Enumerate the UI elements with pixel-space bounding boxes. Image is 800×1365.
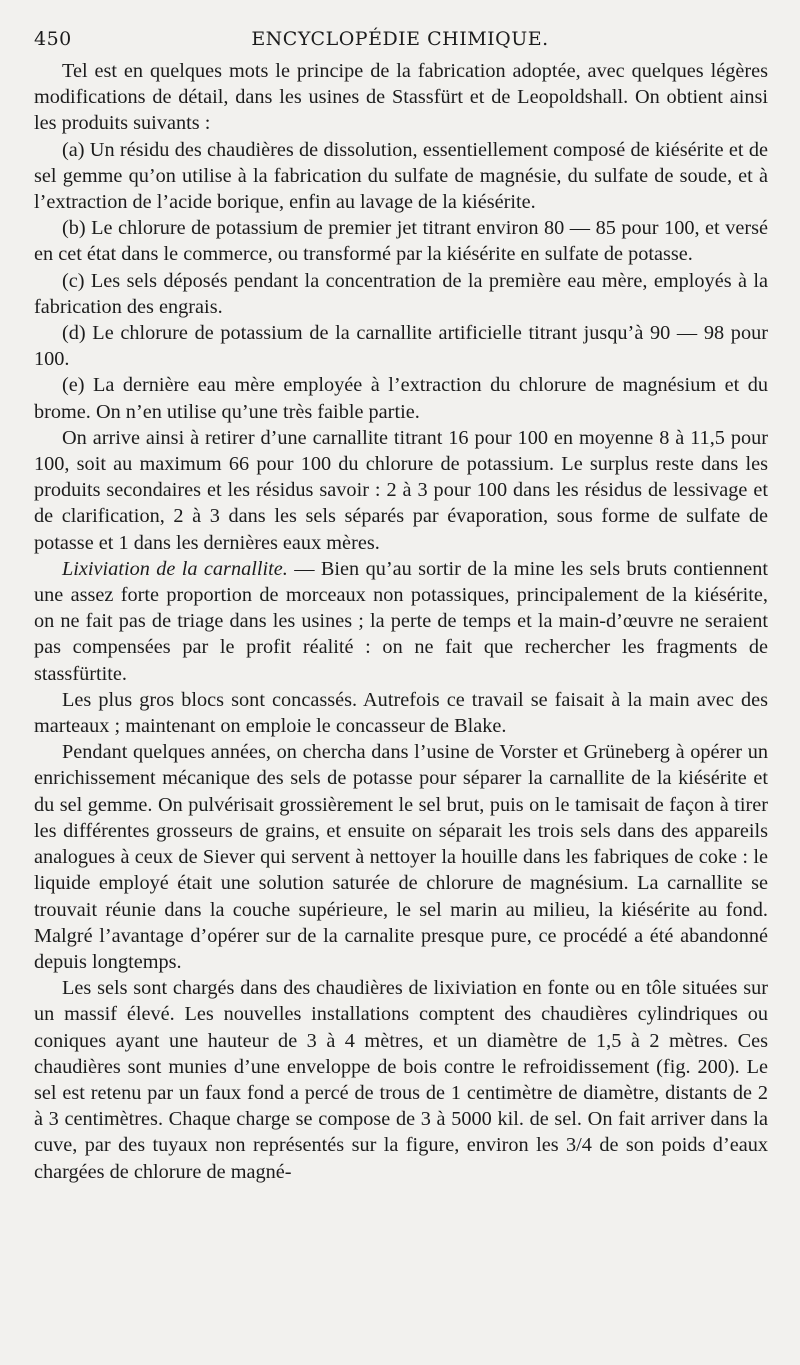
body-text [34, 58, 768, 1185]
paragraph-crushing: Les plus gros blocs sont concassés. Autrefois ce travail se faisait à la main avec des marteaux ; maintenant on emploie le concasseur de Blake. [34, 688, 768, 738]
paragraph-item-e: (e) La dernière eau mère employée à l’extraction du chlorure de magnésium et du brome. On n’en utilise qu’une très faible partie. [34, 374, 768, 423]
paragraph-enrichment: Pendant quelques années, on chercha dans l’usine de Vorster et Grüneberg à opérer un enrichissement mécanique des sels de potasse pour séparer la carnallite de la kiésérite et du sel gemme. On pulvérisait grossièrement le sel brut, puis on le tamisait de façon à tirer les différentes grosseurs de grains, et ensuite on séparait les trois sels dans des appareils analogues à ceux de Siever qui servent à nettoyer la houille dans les fabriques de coke : le liquide employé était une solution saturée de chlorure de magnésium. La carnallite se trouvait réunie dans la couche supérieure, le sel marin au milieu, la kiésérite au fond. Malgré l’avantage d’opérer sur de la carnalite presque pure, ce procédé a été abandonné depuis longtemps. [34, 741, 768, 973]
running-header [34, 26, 766, 54]
paragraph-item-c: (c) Les sels déposés pendant la concentration de la première eau mère, employés à la fabrication des engrais. [34, 269, 768, 318]
paragraph-item-d: (d) Le chlorure de potassium de la carnallite artificielle titrant jusqu’à 90 — 98 pour 100. [34, 322, 768, 371]
paragraph-item-a: (a) Un résidu des chaudières de dissolution, essentiellement composé de kiésérite et de sel gemme qu’on utilise à la fabrication du sulfate de magnésie, du sulfate de soude, et à l’extraction de l’acide borique, enfin au lavage de la kiésérite. [34, 138, 768, 214]
paragraph-item-b: (b) Le chlorure de potassium de premier jet titrant environ 80 — 85 pour 100, et versé en cet état dans le commerce, ou transformé par la kiésérite en sulfate de potasse. [34, 217, 768, 266]
paragraph-boilers: Les sels sont chargés dans des chaudières de lixiviation en fonte ou en tôle situées sur un massif élevé. Les nouvelles installations comptent des chaudières cylindriques ou coniques ayant une hauteur de 3 à 4 mètres, et un diamètre de 1,5 à 2 mètres. Ces chaudières sont munies d’une enveloppe de bois contre le refroidissement (fig. 200). Le sel est retenu par un faux fond a percé de trous de 1 centimètre de diamètre, distants de 2 à 3 centimètres. Chaque charge se compose de 3 à 5000 kil. de sel. On fait arriver dans la cuve, par des tuyaux non représentés sur la figure, environ les 3/4 de son poids d’eaux chargées de chlorure de magné- [34, 977, 768, 1183]
paragraph-intro: Tel est en quelques mots le principe de la fabrication adoptée, avec quelques légères modifications de détail, dans les usines de Stassfürt et de Leopoldshall. On obtient ainsi les produits suivants : [34, 60, 768, 135]
paragraph-lixiviation-text: — Bien qu’au sortir de la mine les sels bruts contiennent une assez forte proportion de morceaux non potassiques, principalement de la kiésérite, on ne fait pas de triage dans les usines ; la perte de temps et la main-d’œuvre ne seraient pas compensées par le profit réalité : on ne fait que rechercher les fragments de stassfürtite. [34, 557, 769, 685]
paragraph-yield: On arrive ainsi à retirer d’une carnallite titrant 16 pour 100 en moyenne 8 à 11,5 pour 100, soit au maximum 66 pour 100 du chlorure de potassium. Le surplus reste dans les produits secondaires et les résidus savoir : 2 à 3 pour 100 dans les résidus de lessivage et de clarification, 2 à 3 dans les sels séparés par évaporation, sous forme de sulfate de potasse et 1 dans les dernières eaux mères. [34, 426, 768, 554]
running-title: ENCYCLOPÉDIE CHIMIQUE. [251, 28, 549, 50]
page-number: 450 [34, 28, 72, 50]
section-heading: Lixiviation de la carnallite. [62, 557, 288, 580]
paragraph-lixiviation [34, 556, 768, 687]
